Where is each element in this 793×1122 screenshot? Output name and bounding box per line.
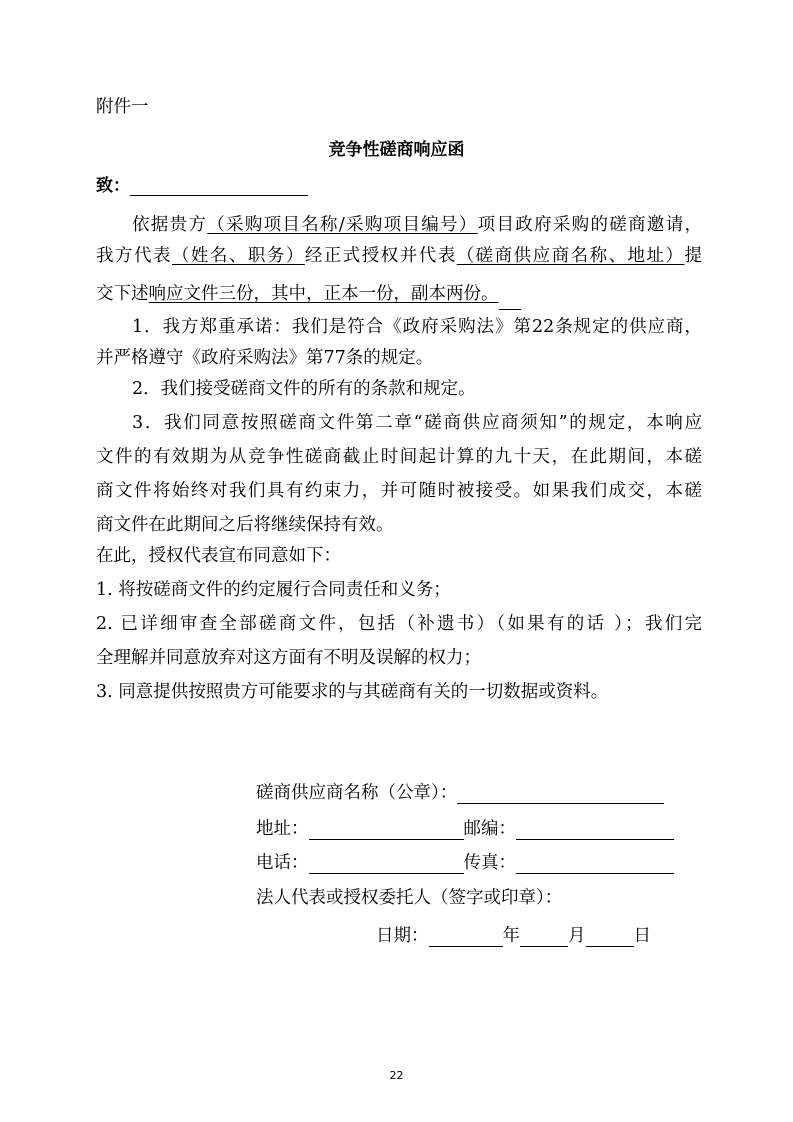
supplier-name-blank[interactable]: [457, 786, 664, 804]
fax-label: 传真：: [463, 853, 516, 873]
recipient-label: 致：: [96, 176, 130, 196]
item-1-line-1: 1．我方郑重承诺：我们是符合《政府采购法》第22条规定的供应商，: [132, 317, 702, 337]
month-blank[interactable]: [520, 929, 568, 947]
recipient-line: [96, 171, 308, 196]
item-2: 2．我们接受磋商文件的所有的条款和规定。: [132, 379, 476, 399]
declaration-3: 3. 同意提供按照贵方可能要求的与其磋商有关的一切数据或资料。: [96, 682, 609, 702]
fax-blank[interactable]: [516, 856, 674, 874]
address-row: [256, 815, 674, 840]
recipient-blank[interactable]: [130, 178, 308, 196]
legal-rep-label: 法人代表或授权委托人（签字或印章）：: [256, 888, 563, 908]
page-number: 22: [389, 1069, 404, 1082]
supplier-name-label: 磋商供应商名称（公章）：: [256, 783, 458, 803]
intro-line-1: 依据贵方（采购项目名称/采购项目编号）项目政府采购的磋商邀请，: [132, 215, 703, 235]
date-label: 日期：: [376, 926, 429, 946]
postcode-label: 邮编：: [463, 819, 516, 839]
representative-field[interactable]: （姓名、职务）: [171, 246, 305, 266]
declaration-2-line-1: 2. 已详细审查全部磋商文件，包括（补遗书）（如果有的话 ）；我们完: [96, 614, 702, 634]
item-1-line-2: 并严格遵守《政府采购法》第77条的规定。: [96, 348, 434, 368]
item-3-line-3: 商文件将始终对我们具有约束力，并可随时被接受。如果我们成交，本磋: [96, 481, 702, 501]
item-3-line-4: 商文件在此期间之后将继续保持有效。: [96, 515, 394, 535]
month-label: 月: [568, 926, 586, 946]
supplier-name-row: [256, 779, 664, 804]
declaration-2-line-2: 全理解并同意放弃对这方面有不明及误解的权力；: [96, 648, 481, 668]
date-row: [376, 922, 651, 947]
address-blank[interactable]: [309, 822, 464, 840]
intro-line-2: 我方代表（姓名、职务）经正式授权并代表（磋商供应商名称、地址）提: [96, 246, 703, 266]
attachment-label: 附件一: [96, 97, 149, 117]
year-label: 年: [502, 926, 520, 946]
day-blank[interactable]: [586, 929, 634, 947]
item-3-line-1: 3．我们同意按照磋商文件第二章“磋商供应商须知”的规定，本响应: [132, 413, 702, 433]
phone-label: 电话：: [256, 853, 309, 873]
intro-line-3: 交下述响应文件三份，其中，正本一份，副本两份。: [96, 279, 702, 310]
legal-rep-row: [256, 884, 562, 909]
year-blank[interactable]: [429, 929, 503, 947]
supplier-name-address-field[interactable]: （磋商供应商名称、地址）: [456, 246, 685, 266]
phone-row: [256, 849, 674, 874]
address-label: 地址：: [256, 819, 309, 839]
phone-blank[interactable]: [309, 856, 464, 874]
declaration-intro: 在此，授权代表宣布同意如下：: [96, 546, 341, 566]
postcode-blank[interactable]: [516, 822, 674, 840]
copies-field[interactable]: 响应文件三份，其中，正本一份，副本两份。: [148, 284, 499, 304]
item-3-line-2: 文件的有效期为从竞争性磋商截止时间起计算的九十天，在此期间，本磋: [96, 447, 702, 467]
document-title: 竞争性磋商响应函: [328, 140, 465, 160]
declaration-1: 1. 将按磋商文件的约定履行合同责任和义务；: [96, 580, 451, 600]
project-name-field[interactable]: （采购项目名称/采购项目编号）: [207, 215, 478, 235]
day-label: 日: [633, 926, 651, 946]
